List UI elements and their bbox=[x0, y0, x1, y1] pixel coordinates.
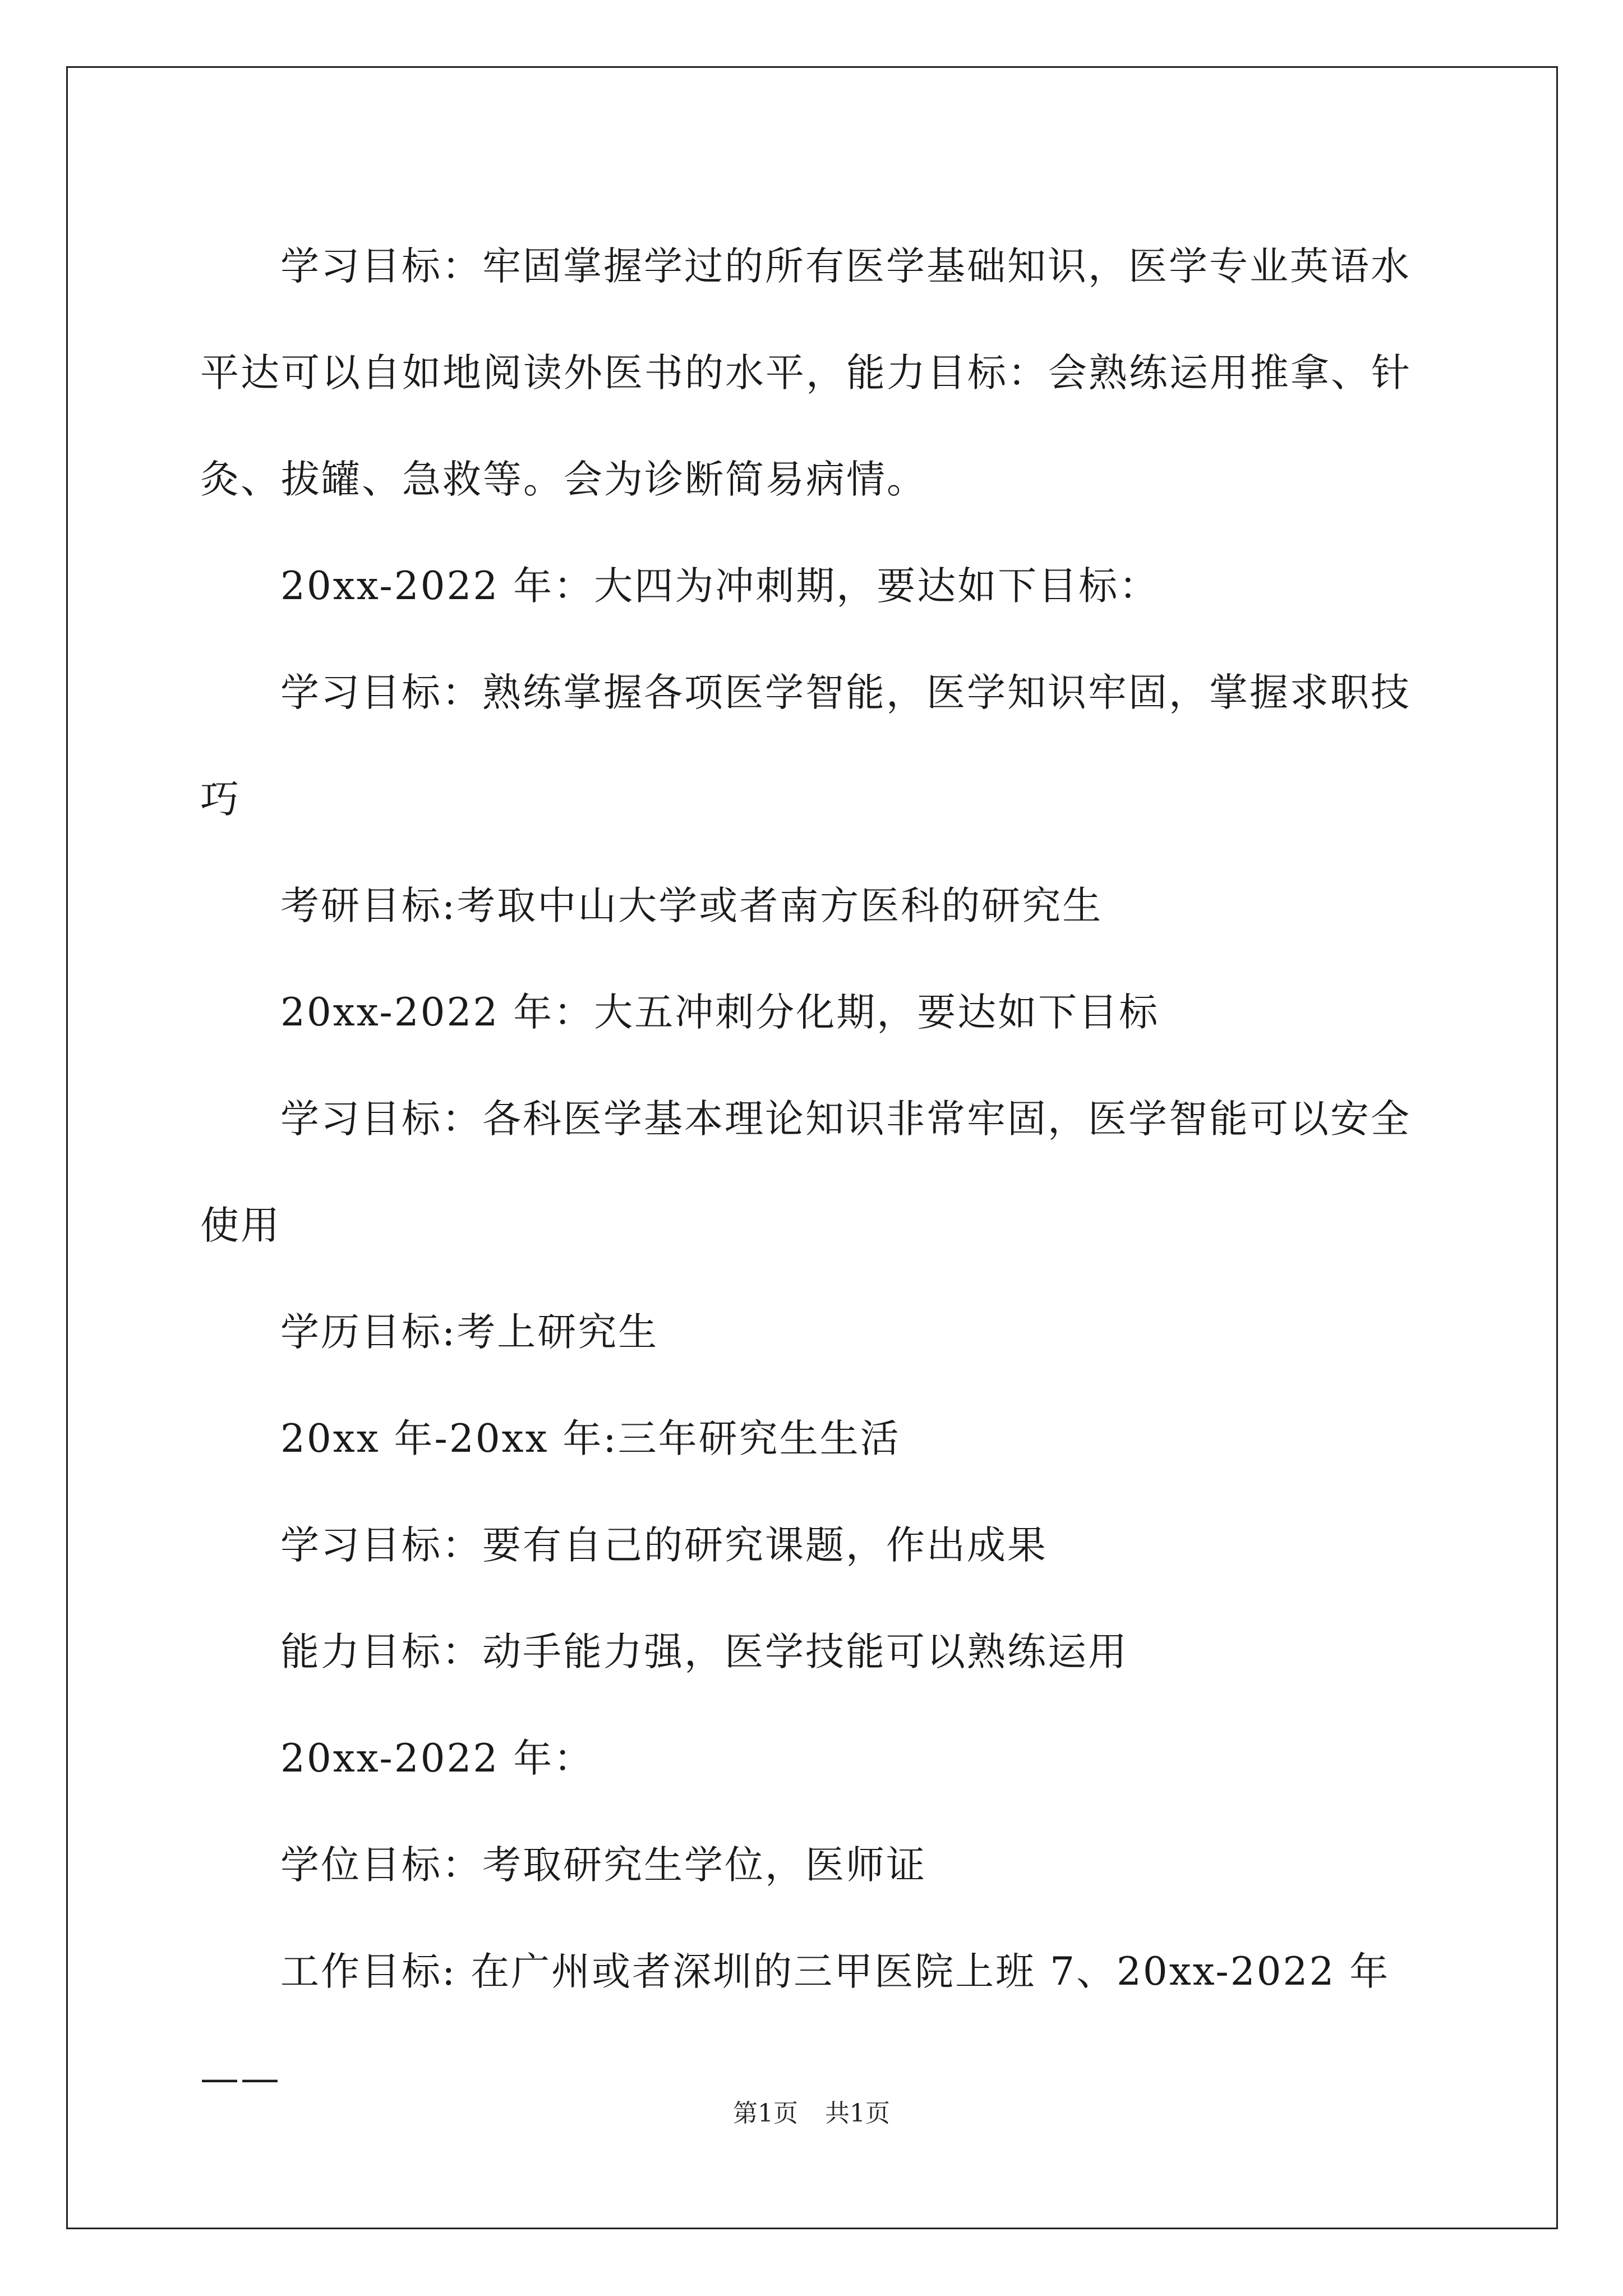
page-total: 共1页 bbox=[825, 2099, 890, 2128]
page-footer bbox=[0, 2097, 1623, 2131]
paragraph-work-goal: 工作目标: 在广州或者深圳的三甲医院上班 7、20xx-2022 年—— bbox=[200, 1949, 1390, 2101]
paragraph-grad-exam-goal: 考研目标:考取中山大学或者南方医科的研究生 bbox=[280, 884, 1103, 928]
paragraph-learning-goals-1: 学习目标：牢固掌握学过的所有医学基础知识，医学专业英语水平达可以自如地阅读外医书的水平，能力目标：会熟练运用推拿、针灸、拔罐、急救等。会为诊断简易病情。 bbox=[200, 244, 1412, 502]
paragraph-year-senior-5: 20xx-2022 年：大五冲刺分化期，要达如下目标 bbox=[280, 990, 1160, 1035]
document-body bbox=[200, 213, 1428, 2132]
paragraph-degree-cert-goal: 学位目标：考取研究生学位，医师证 bbox=[280, 1843, 926, 1888]
paragraph-learning-goals-2: 学习目标：熟练掌握各项医学智能，医学知识牢固，掌握求职技巧 bbox=[200, 670, 1411, 822]
paragraph-degree-goal: 学历目标:考上研究生 bbox=[280, 1310, 659, 1355]
paragraph-year-senior-4: 20xx-2022 年：大四为冲刺期，要达如下目标： bbox=[280, 564, 1160, 609]
paragraph-grad-years: 20xx 年-20xx 年:三年研究生生活 bbox=[280, 1416, 901, 1461]
paragraph-learning-goals-4: 学习目标：要有自己的研究课题，作出成果 bbox=[280, 1523, 1048, 1568]
paragraph-year-heading: 20xx-2022 年： bbox=[280, 1736, 594, 1781]
paragraph-ability-goals: 能力目标：动手能力强，医学技能可以熟练运用 bbox=[280, 1630, 1128, 1674]
page-number: 第1页 bbox=[733, 2099, 798, 2128]
paragraph-learning-goals-3: 学习目标：各科医学基本理论知识非常牢固，医学智能可以安全使用 bbox=[200, 1097, 1411, 1248]
